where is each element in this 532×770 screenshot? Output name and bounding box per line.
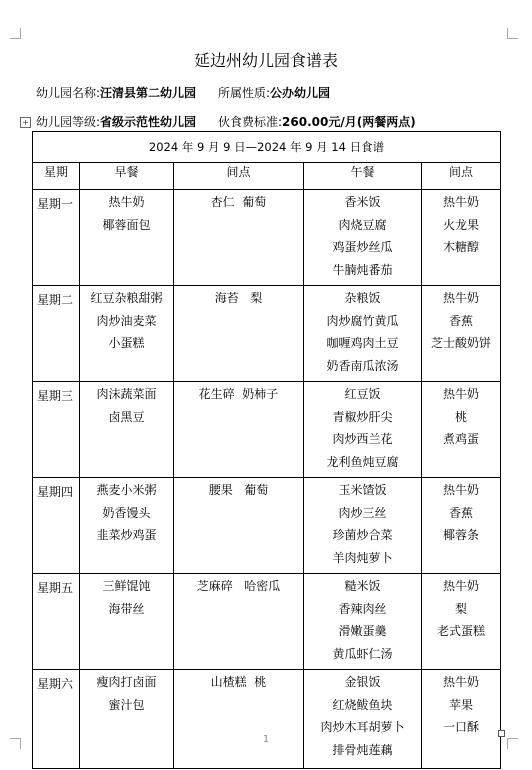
menu-item: 花生碎 奶柿子 bbox=[198, 387, 279, 401]
menu-item: 肉炒腐竹黄瓜 bbox=[326, 313, 399, 328]
menu-item: 海带丝 bbox=[108, 601, 145, 616]
menu-item: 椰蓉面包 bbox=[102, 217, 151, 232]
menu-item: 黄瓜虾仁汤 bbox=[332, 646, 393, 661]
snack-1-cell bbox=[174, 190, 304, 286]
menu-item: 椰蓉条 bbox=[442, 528, 479, 542]
menu-item: 芝士酸奶饼 bbox=[430, 336, 491, 350]
breakfast-cell bbox=[80, 478, 174, 574]
menu-item: 红豆饭 bbox=[344, 387, 381, 401]
menu-item: 香辣肉丝 bbox=[338, 601, 387, 616]
menu-item: 火龙果 bbox=[442, 217, 479, 232]
menu-item: 肉烧豆腐 bbox=[338, 217, 387, 232]
breakfast-cell bbox=[80, 286, 174, 382]
name-value: 汪清县第二幼儿园 bbox=[100, 86, 197, 100]
name-label: 幼儿园名称: bbox=[36, 86, 101, 100]
menu-item: 珍菌炒合菜 bbox=[332, 528, 393, 542]
breakfast-cell bbox=[80, 574, 174, 670]
menu-item: 香蕉 bbox=[448, 313, 473, 328]
menu-item: 肉炒三丝 bbox=[338, 505, 387, 520]
snack-2-cell bbox=[422, 286, 501, 382]
page-number: 1 bbox=[262, 734, 270, 745]
snack-2-cell bbox=[422, 382, 501, 478]
menu-item: 香米饭 bbox=[344, 195, 381, 209]
menu-item: 羊肉炖萝卜 bbox=[332, 550, 393, 565]
snack-2-cell bbox=[422, 574, 501, 670]
fee-label: 伙食费标准: bbox=[218, 115, 283, 129]
menu-item: 滑嫩蛋羹 bbox=[338, 624, 387, 638]
menu-item: 杏仁 葡萄 bbox=[210, 195, 267, 209]
meal-fee bbox=[218, 113, 416, 130]
table-row bbox=[33, 190, 501, 286]
day-cell: 星期三 bbox=[33, 382, 80, 478]
nature-value: 公办幼儿园 bbox=[270, 86, 331, 100]
lunch-cell bbox=[304, 190, 422, 286]
header-snack-1: 间点 bbox=[174, 163, 304, 190]
menu-item: 芝麻碎 哈密瓜 bbox=[196, 579, 281, 593]
lunch-cell bbox=[304, 478, 422, 574]
menu-item: 肉炒油麦菜 bbox=[96, 313, 157, 328]
menu-item: 燕麦小米粥 bbox=[96, 483, 157, 497]
margin-mark-top-right bbox=[507, 28, 518, 39]
menu-item: 腰果 葡萄 bbox=[208, 483, 269, 497]
lunch-cell bbox=[304, 670, 422, 769]
menu-item: 排骨炖莲藕 bbox=[332, 742, 393, 757]
day-cell: 星期五 bbox=[33, 574, 80, 670]
table-move-handle-icon[interactable]: + bbox=[20, 117, 31, 128]
table-row bbox=[33, 286, 501, 382]
menu-item: 香蕉 bbox=[448, 505, 473, 520]
nature-label: 所属性质: bbox=[218, 86, 271, 100]
menu-item: 奶香南瓜浓汤 bbox=[326, 358, 399, 373]
menu-item: 肉炒木耳胡萝卜 bbox=[320, 720, 405, 734]
menu-item: 老式蛋糕 bbox=[436, 624, 485, 638]
menu-item: 牛腩炖番茄 bbox=[332, 262, 393, 277]
date-range: 2024 年 9 月 9 日—2024 年 9 月 14 日食谱 bbox=[33, 132, 501, 163]
table-resize-handle[interactable] bbox=[498, 730, 505, 737]
menu-item: 青椒炒肝尖 bbox=[332, 409, 393, 424]
day-cell: 星期四 bbox=[33, 478, 80, 574]
day-cell: 星期一 bbox=[33, 190, 80, 286]
menu-item: 山楂糕 桃 bbox=[210, 675, 267, 689]
lunch-cell bbox=[304, 286, 422, 382]
table-row bbox=[33, 478, 501, 574]
menu-item: 梨 bbox=[454, 601, 467, 616]
level-value: 省级示范性幼儿园 bbox=[100, 115, 197, 129]
breakfast-cell bbox=[80, 670, 174, 769]
breakfast-cell bbox=[80, 382, 174, 478]
menu-item: 木糖醇 bbox=[442, 240, 479, 254]
snack-1-cell bbox=[174, 670, 304, 769]
table-row bbox=[33, 574, 501, 670]
kindergarten-level bbox=[36, 113, 196, 130]
menu-item: 肉沫蔬菜面 bbox=[96, 387, 157, 401]
table-row bbox=[33, 670, 501, 769]
kindergarten-name bbox=[36, 84, 196, 101]
snack-1-cell bbox=[174, 286, 304, 382]
lunch-cell bbox=[304, 574, 422, 670]
menu-item: 瘦肉打卤面 bbox=[96, 675, 157, 689]
header-day: 星期 bbox=[33, 163, 80, 190]
menu-item: 海苔 梨 bbox=[214, 291, 263, 305]
menu-item: 肉炒西兰花 bbox=[332, 432, 393, 446]
kindergarten-nature bbox=[218, 84, 330, 101]
header-lunch: 午餐 bbox=[304, 163, 422, 190]
menu-item: 热牛奶 bbox=[108, 195, 145, 209]
header-breakfast: 早餐 bbox=[80, 163, 174, 190]
header-row bbox=[33, 163, 501, 190]
snack-2-cell bbox=[422, 670, 501, 769]
snack-2-cell bbox=[422, 478, 501, 574]
menu-item: 苹果 bbox=[448, 697, 473, 712]
day-cell: 星期二 bbox=[33, 286, 80, 382]
margin-mark-top-left bbox=[10, 28, 21, 39]
menu-item: 三鲜馄饨 bbox=[102, 579, 151, 593]
snack-1-cell bbox=[174, 574, 304, 670]
menu-item: 热牛奶 bbox=[442, 291, 479, 305]
table-row bbox=[33, 382, 501, 478]
menu-item: 龙利鱼炖豆腐 bbox=[326, 454, 399, 469]
menu-item: 糙米饭 bbox=[344, 579, 381, 593]
menu-item: 热牛奶 bbox=[442, 579, 479, 593]
menu-item: 杂粮饭 bbox=[344, 291, 381, 305]
menu-item: 卤黑豆 bbox=[108, 409, 145, 424]
menu-table bbox=[32, 131, 501, 769]
menu-item: 小蛋糕 bbox=[108, 336, 145, 350]
menu-item: 咖喱鸡肉土豆 bbox=[326, 336, 399, 350]
snack-1-cell bbox=[174, 382, 304, 478]
menu-item: 韭菜炒鸡蛋 bbox=[96, 528, 157, 542]
menu-item: 热牛奶 bbox=[442, 195, 479, 209]
menu-item: 红豆杂粮甜粥 bbox=[90, 291, 163, 305]
menu-item: 一口酥 bbox=[442, 720, 479, 734]
menu-item: 金银饭 bbox=[344, 675, 381, 689]
menu-item: 玉米馇饭 bbox=[338, 483, 387, 497]
menu-item: 桃 bbox=[454, 409, 467, 424]
menu-item: 红烧鲅鱼块 bbox=[332, 697, 393, 712]
snack-2-cell bbox=[422, 190, 501, 286]
menu-item: 热牛奶 bbox=[442, 483, 479, 497]
document-title: 延边州幼儿园食谱表 bbox=[193, 51, 338, 70]
fee-value: 260.00元/月(两餐两点) bbox=[282, 115, 416, 129]
menu-item: 蜜汁包 bbox=[108, 697, 145, 712]
header-snack-2: 间点 bbox=[422, 163, 501, 190]
level-label: 幼儿园等级: bbox=[36, 115, 101, 129]
day-cell: 星期六 bbox=[33, 670, 80, 769]
lunch-cell bbox=[304, 382, 422, 478]
menu-item: 鸡蛋炒丝瓜 bbox=[332, 240, 393, 254]
menu-item: 奶香馒头 bbox=[102, 505, 151, 520]
menu-item: 煮鸡蛋 bbox=[442, 432, 479, 446]
breakfast-cell bbox=[80, 190, 174, 286]
menu-item: 热牛奶 bbox=[442, 675, 479, 689]
menu-item: 热牛奶 bbox=[442, 387, 479, 401]
snack-1-cell bbox=[174, 478, 304, 574]
